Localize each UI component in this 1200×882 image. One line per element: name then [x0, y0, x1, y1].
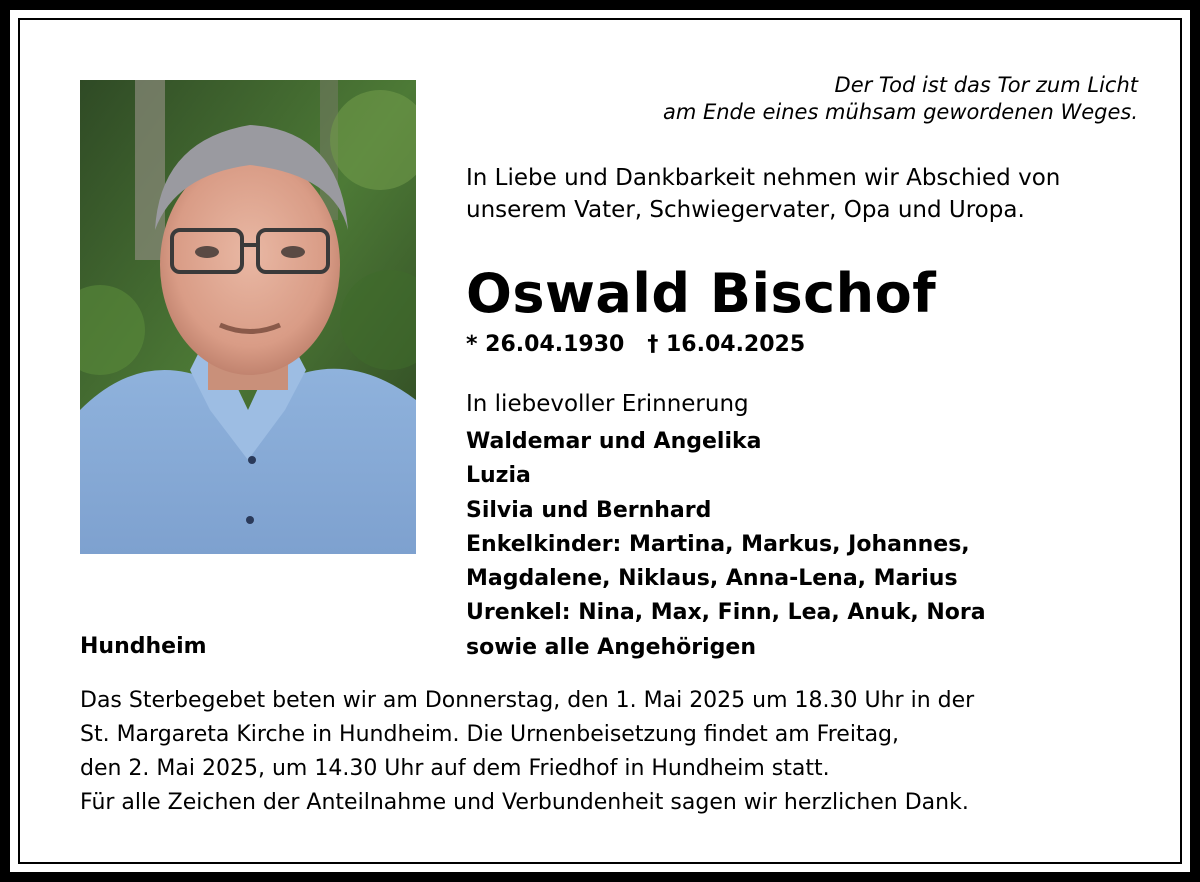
- notice-line: den 2. Mai 2025, um 14.30 Uhr auf dem Friedhof in Hundheim statt.: [80, 756, 830, 781]
- mourner-line: Urenkel: Nina, Max, Finn, Lea, Anuk, Nora: [466, 600, 986, 626]
- mourner-line: sowie alle Angehörigen: [466, 634, 757, 660]
- portrait-photo: [80, 80, 416, 554]
- place-name: Hundheim: [80, 634, 207, 659]
- mourners-list: [466, 425, 986, 665]
- notice-line: Das Sterbegebet beten wir am Donnerstag, den 1. Mai 2025 um 18.30 Uhr in der: [80, 688, 975, 713]
- mourner-line: Enkelkinder: Martina, Markus, Johannes,: [466, 531, 970, 557]
- motto-line-1: Der Tod ist das Tor zum Licht: [834, 73, 1138, 97]
- mourner-line: Luzia: [466, 463, 531, 489]
- life-dates: [466, 330, 805, 360]
- mourner-line: Waldemar und Angelika: [466, 429, 762, 454]
- notice-line: St. Margareta Kirche in Hundheim. Die Urnenbeisetzung findet am Freitag,: [80, 722, 900, 747]
- intro-line-1: In Liebe und Dankbarkeit nehmen wir Abschied von: [466, 165, 1061, 191]
- death-date: † 16.04.2025: [647, 332, 806, 357]
- intro-line-2: unserem Vater, Schwiegervater, Opa und Uropa.: [466, 197, 1025, 223]
- notice-line: Für alle Zeichen der Anteilnahme und Verbundenheit sagen wir herzlichen Dank.: [80, 790, 969, 815]
- deceased-name: Oswald Bischof: [466, 262, 937, 325]
- birth-date: * 26.04.1930: [466, 332, 625, 357]
- intro-text: [466, 162, 1060, 226]
- mourner-line: Silvia und Bernhard: [466, 497, 712, 523]
- motto-line-2: am Ende eines mühsam gewordenen Weges.: [662, 100, 1138, 124]
- motto-quote: [663, 72, 1138, 126]
- mourner-line: Magdalene, Niklaus, Anna-Lena, Marius: [466, 566, 958, 592]
- remembrance-heading: In liebevoller Erinnerung: [466, 391, 749, 417]
- funeral-notice: [80, 684, 974, 820]
